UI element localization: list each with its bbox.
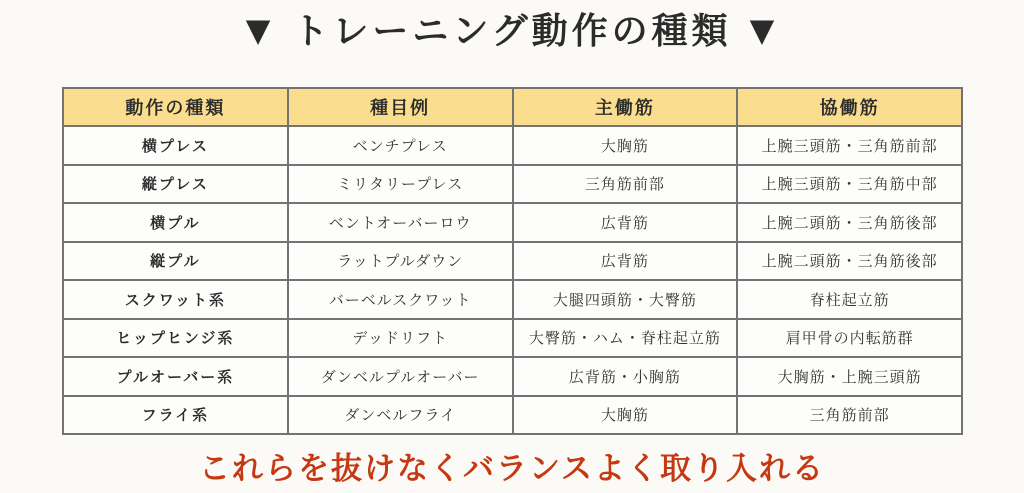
table-cell: ラットプルダウン	[288, 242, 513, 281]
table-row	[63, 242, 962, 281]
table-cell: 広背筋	[513, 242, 738, 281]
triangle-down-icon: ▼	[245, 11, 275, 49]
table-header-row	[63, 88, 962, 126]
table-cell: 縦プレス	[63, 165, 288, 204]
table-row	[63, 126, 962, 165]
training-table-container	[62, 87, 963, 435]
table-cell: プルオーバー系	[63, 357, 288, 396]
table-cell: ヒップヒンジ系	[63, 319, 288, 358]
column-header: 動作の種類	[63, 88, 288, 126]
table-cell: 縦プル	[63, 242, 288, 281]
table-cell: ベンチプレス	[288, 126, 513, 165]
table-cell: 大胸筋	[513, 396, 738, 435]
column-header: 主働筋	[513, 88, 738, 126]
table-cell: スクワット系	[63, 280, 288, 319]
table-cell: デッドリフト	[288, 319, 513, 358]
table-cell: 肩甲骨の内転筋群	[737, 319, 962, 358]
training-movements-table	[62, 87, 963, 435]
table-cell: 広背筋・小胸筋	[513, 357, 738, 396]
table-cell: 横プル	[63, 203, 288, 242]
table-cell: ダンベルプルオーバー	[288, 357, 513, 396]
column-header: 種目例	[288, 88, 513, 126]
table-row	[63, 319, 962, 358]
table-cell: ダンベルフライ	[288, 396, 513, 435]
triangle-down-icon: ▼	[749, 11, 779, 49]
table-cell: 大胸筋	[513, 126, 738, 165]
table-cell: 大胸筋・上腕三頭筋	[737, 357, 962, 396]
table-cell: 横プレス	[63, 126, 288, 165]
table-cell: 三角筋前部	[513, 165, 738, 204]
table-cell: 上腕三頭筋・三角筋中部	[737, 165, 962, 204]
table-cell: 上腕二頭筋・三角筋後部	[737, 203, 962, 242]
table-cell: 大腿四頭筋・大臀筋	[513, 280, 738, 319]
table-row	[63, 165, 962, 204]
column-header: 協働筋	[737, 88, 962, 126]
footer-note: これらを抜けなくバランスよく取り入れる	[198, 451, 826, 487]
page-title	[0, 6, 1024, 58]
table-cell: バーベルスクワット	[288, 280, 513, 319]
table-cell: フライ系	[63, 396, 288, 435]
table-row	[63, 357, 962, 396]
table-row	[63, 203, 962, 242]
table-cell: 三角筋前部	[737, 396, 962, 435]
table-cell: 上腕三頭筋・三角筋前部	[737, 126, 962, 165]
table-cell: 上腕二頭筋・三角筋後部	[737, 242, 962, 281]
page-title-text: トレーニング動作の種類	[292, 11, 732, 52]
table-cell: 大臀筋・ハム・脊柱起立筋	[513, 319, 738, 358]
table-row	[63, 280, 962, 319]
table-cell: ベントオーバーロウ	[288, 203, 513, 242]
table-row	[63, 396, 962, 435]
table-cell: 脊柱起立筋	[737, 280, 962, 319]
table-cell: 広背筋	[513, 203, 738, 242]
table-cell: ミリタリープレス	[288, 165, 513, 204]
